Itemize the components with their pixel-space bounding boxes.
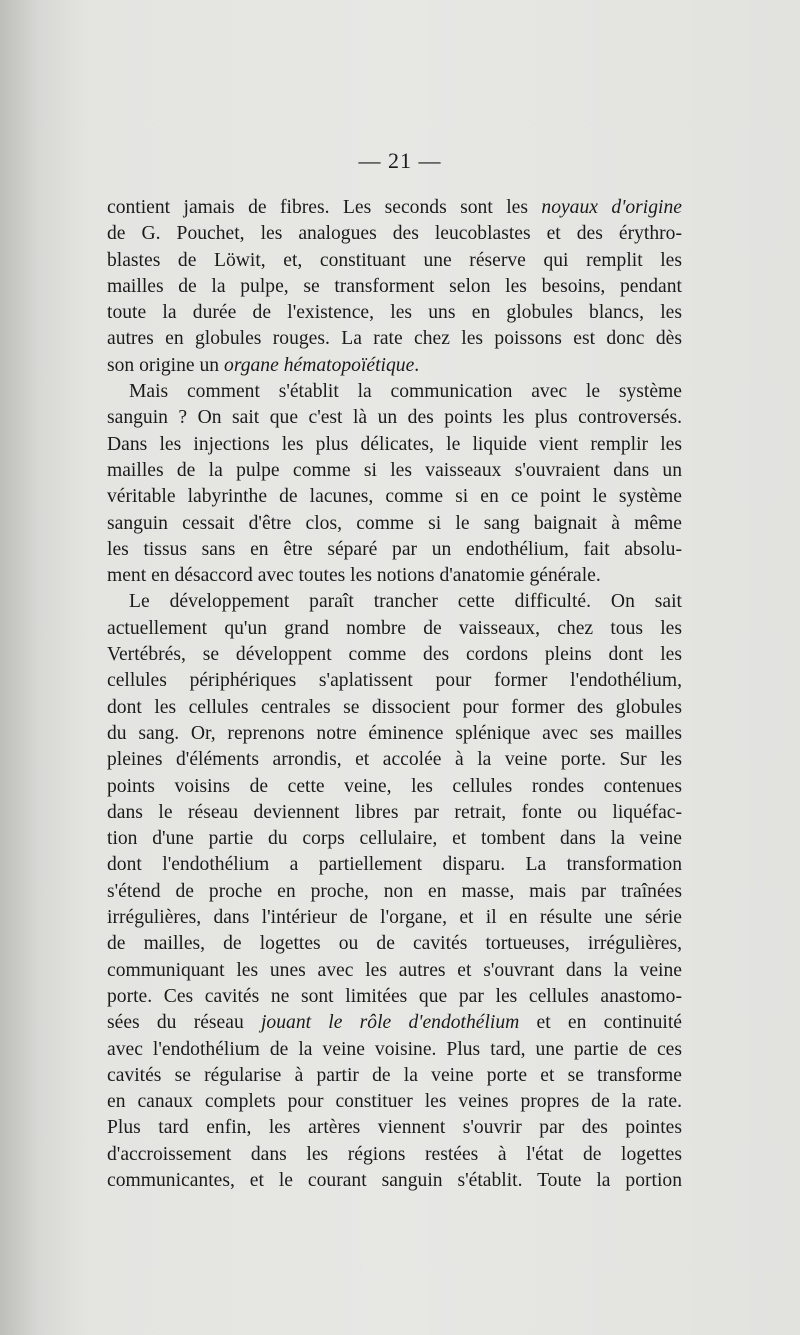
text-segment: toute la durée de l'existence, les uns en globules blancs, les — [107, 302, 682, 324]
text-line — [107, 958, 682, 984]
text-segment: Mais comment s'établit la communication avec le système — [129, 381, 682, 403]
text-line — [107, 879, 682, 905]
text-segment: blastes de Löwit, et, constituant une réserve qui remplit les — [107, 249, 682, 271]
text-segment: avec l'endothélium de la veine voisine. Plus tard, une partie de ces — [107, 1038, 682, 1060]
text-line — [107, 668, 682, 694]
text-segment: sanguin ? On sait que c'est là un des points les plus controversés. — [107, 407, 682, 429]
text-line — [107, 458, 682, 484]
text-segment: de mailles, de logettes ou de cavités tortueuses, irrégulières, — [107, 933, 682, 955]
text-segment: son origine un — [107, 354, 225, 376]
text-segment: Plus tard enfin, les artères viennent s'ouvrir par des pointes — [107, 1117, 682, 1139]
text-segment: les tissus sans en être séparé par un endothélium, fait absolu- — [107, 538, 682, 560]
text-line — [107, 537, 682, 563]
text-line — [107, 826, 682, 852]
text-line — [107, 642, 682, 668]
page-number: — 21 — — [358, 148, 442, 173]
text-segment: tion d'une partie du corps cellulaire, et tombent dans la veine — [107, 828, 682, 850]
text-segment: Le développement paraît trancher cette difficulté. On sait — [129, 591, 682, 613]
text-line — [107, 326, 682, 352]
text-segment: irrégulières, dans l'intérieur de l'organe, et il en résulte une série — [107, 907, 682, 929]
text-line — [107, 1089, 682, 1115]
text-line — [107, 1142, 682, 1168]
text-segment: contient jamais de fibres. Les seconds sont les — [107, 197, 542, 218]
text-line — [107, 353, 682, 379]
text-line — [107, 563, 682, 589]
text-segment: de G. Pouchet, les analogues des leucoblastes et des érythro- — [107, 223, 682, 245]
body-text — [107, 195, 682, 1194]
text-line — [107, 1010, 682, 1036]
text-segment: dont l'endothélium a partiellement disparu. La transformation — [107, 854, 682, 876]
text-segment: sées du réseau — [107, 1012, 261, 1034]
text-line — [107, 379, 682, 405]
text-line — [107, 274, 682, 300]
text-line — [107, 1037, 682, 1063]
text-segment: points voisins de cette veine, les cellules rondes contenues — [107, 775, 682, 797]
text-segment: véritable labyrinthe de lacunes, comme si en ce point le système — [107, 486, 682, 508]
text-line — [107, 589, 682, 615]
italic-text: organe hématopoïétique — [224, 354, 415, 376]
text-segment: du sang. Or, reprenons notre éminence splénique avec ses mailles — [107, 722, 682, 744]
text-segment: Vertébrés, se développent comme des cordons pleins dont les — [107, 644, 682, 666]
text-line — [107, 221, 682, 247]
text-segment: en canaux complets pour constituer les veines propres de la rate. — [107, 1091, 682, 1113]
text-line — [107, 616, 682, 642]
text-segment: d'accroissement dans les régions restées à l'état de logettes — [107, 1143, 682, 1165]
text-line — [107, 1168, 682, 1194]
text-line — [107, 984, 682, 1010]
text-segment: autres en globules rouges. La rate chez les poissons est donc dès — [107, 328, 682, 350]
text-line — [107, 931, 682, 957]
text-line — [107, 774, 682, 800]
text-line — [107, 300, 682, 326]
text-segment: mailles de la pulpe, se transforment selon les besoins, pendant — [107, 275, 682, 297]
text-segment: dans le réseau deviennent libres par retrait, fonte ou liquéfac- — [107, 801, 682, 823]
text-segment: communicantes, et le courant sanguin s'établit. Toute la portion — [107, 1169, 682, 1191]
text-segment: dont les cellules centrales se dissocient pour former des globules — [107, 696, 682, 718]
text-segment: actuellement qu'un grand nombre de vaisseaux, chez tous les — [107, 617, 682, 639]
text-line — [107, 721, 682, 747]
italic-text: noyaux d'origine — [541, 197, 682, 218]
text-segment: sanguin cessait d'être clos, comme si le sang baignait à même — [107, 512, 682, 534]
text-segment: ment en désaccord avec toutes les notions d'anatomie générale. — [107, 565, 601, 587]
text-segment: . — [414, 354, 420, 376]
italic-text: jouant le rôle d'endothélium — [260, 1012, 520, 1034]
text-line — [107, 1115, 682, 1141]
text-line — [107, 484, 682, 510]
text-segment: Dans les injections les plus délicates, le liquide vient remplir les — [107, 433, 682, 455]
text-line — [107, 1063, 682, 1089]
text-segment: communiquant les unes avec les autres et s'ouvrant dans la veine — [107, 959, 682, 981]
text-line — [107, 800, 682, 826]
text-segment: cavités se régularise à partir de la veine porte et se transforme — [107, 1064, 682, 1086]
text-line — [107, 405, 682, 431]
text-line — [107, 747, 682, 773]
text-segment: pleines d'éléments arrondis, et accolée à la veine porte. Sur les — [107, 749, 682, 771]
text-line — [107, 195, 682, 221]
text-line — [107, 905, 682, 931]
text-line — [107, 432, 682, 458]
text-segment: et en continuité — [519, 1012, 682, 1034]
text-line — [107, 695, 682, 721]
text-line — [107, 511, 682, 537]
text-line — [107, 852, 682, 878]
text-segment: porte. Ces cavités ne sont limitées que par les cellules anastomo- — [107, 985, 682, 1007]
text-segment: cellules périphériques s'aplatissent pour former l'endothélium, — [107, 670, 682, 692]
text-line — [107, 248, 682, 274]
text-segment: s'étend de proche en proche, non en masse, mais par traînées — [107, 880, 682, 902]
text-segment: mailles de la pulpe comme si les vaisseaux s'ouvraient dans un — [107, 459, 682, 481]
